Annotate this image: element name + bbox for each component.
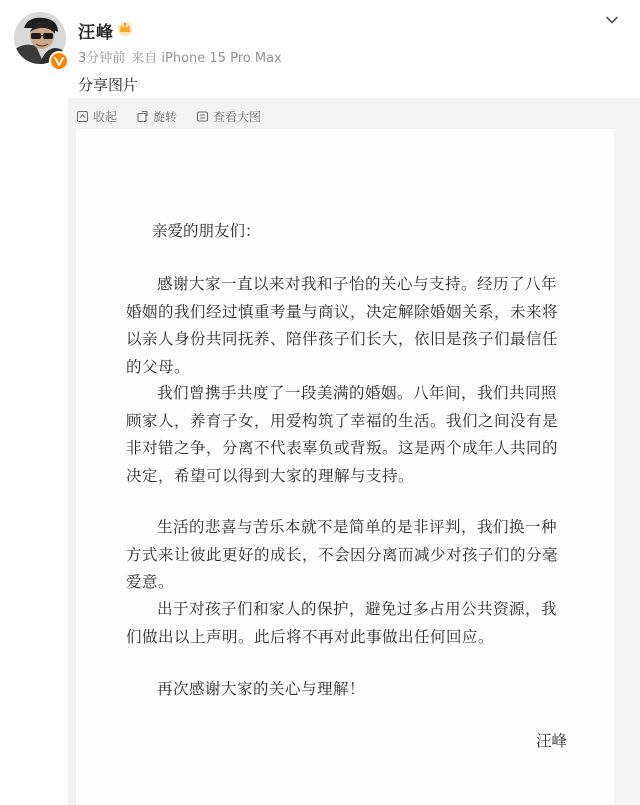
letter-paragraph: 生活的悲喜与苦乐本就不是简单的是非评判，我们换一种方式来让彼此更好的成长，不会因分离而减少对孩子们的分毫爱意。: [126, 518, 559, 591]
statement-image[interactable]: [76, 129, 614, 805]
crown-icon: [117, 20, 133, 36]
verified-badge: [49, 51, 69, 71]
post-source: 来自 iPhone 15 Pro Max: [131, 51, 282, 66]
letter-paragraph: 出于对孩子们和家人的保护，避免过多占用公共资源，我们做出以上声明。此后将不再对此事做出任何回应。: [126, 600, 558, 646]
post-time[interactable]: 3分钟前: [78, 51, 126, 66]
letter-paragraph: 感谢大家一直以来对我和子怡的关心与支持。经历了八年婚姻的我们经过慎重考量与商议，决定解除婚姻关系，未来将以亲人身份共同抚养、陪伴孩子们长大，依旧是孩子们最信任的父母。: [126, 275, 559, 376]
post-meta: [78, 47, 288, 66]
collapse-icon: [76, 110, 89, 123]
view-large-icon: [196, 110, 209, 123]
verified-v-icon: [51, 53, 67, 69]
collapse-label: 收起: [93, 109, 118, 124]
user-name[interactable]: 汪峰: [78, 23, 114, 43]
view-large-button[interactable]: [196, 108, 261, 125]
chevron-down-icon[interactable]: [604, 12, 620, 28]
post-text: 分享图片: [78, 76, 139, 94]
image-toolbar: [76, 106, 280, 126]
rotate-button[interactable]: [136, 108, 177, 125]
collapse-button[interactable]: [76, 108, 117, 125]
rotate-icon: [136, 110, 149, 123]
letter-signature: 汪峰: [536, 732, 568, 750]
letter-paragraph: 我们曾携手共度了一段美满的婚姻。八年间，我们共同照顾家人，养育子女，用爱构筑了幸福的生活。我们之间没有是非对错之争，分离不代表辜负或背叛。这是两个成年人共同的决定，希望可以得到大家的理解与支持。: [126, 384, 559, 485]
rotate-label: 旋转: [153, 109, 178, 124]
letter-salutation: 亲爱的朋友们：: [152, 222, 261, 240]
view-large-label: 查看大图: [213, 109, 262, 124]
letter-paragraph: 再次感谢大家的关心与理解！: [157, 680, 366, 698]
